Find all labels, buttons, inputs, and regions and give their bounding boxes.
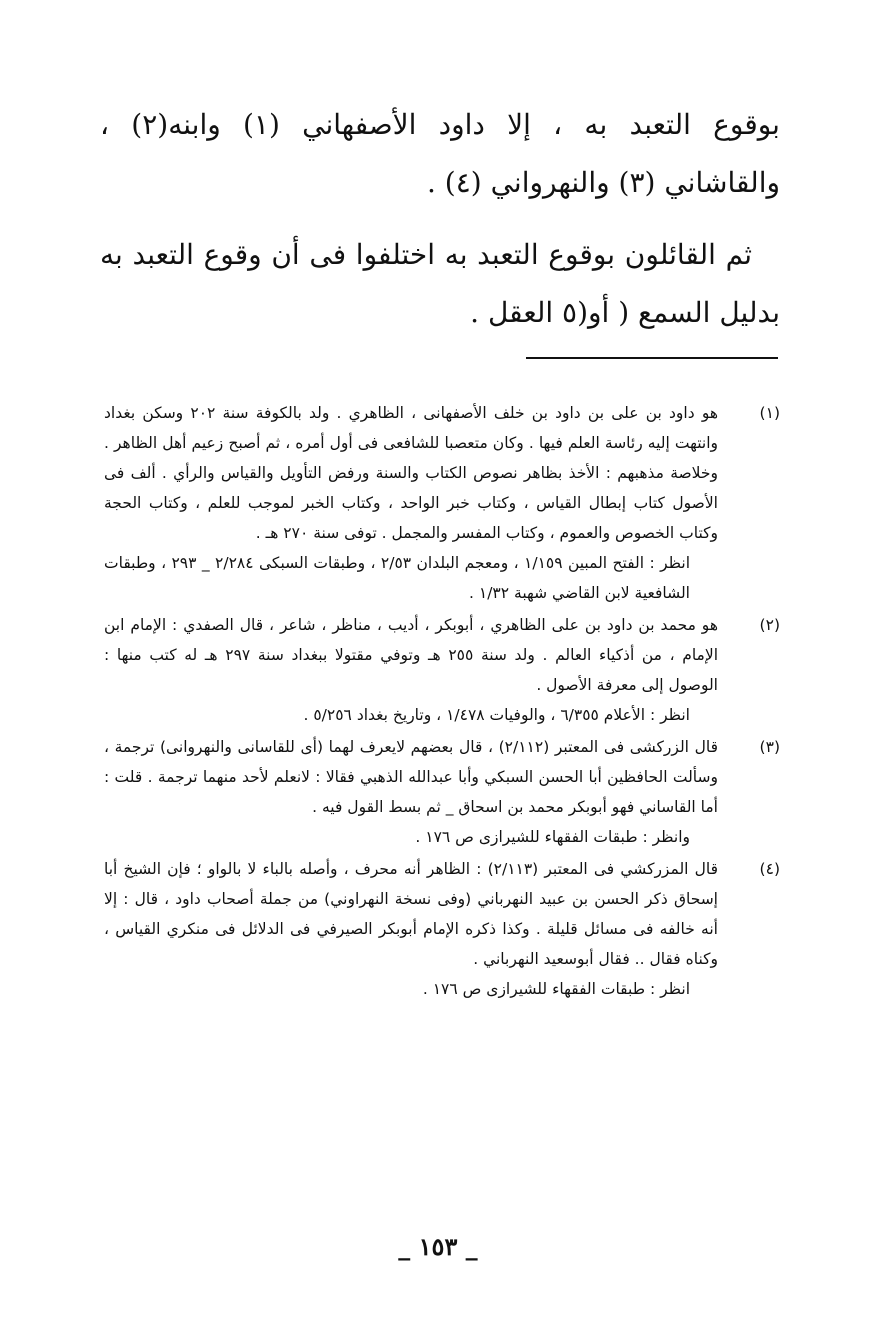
- footnote-body: [104, 854, 718, 1004]
- footnote-body: [104, 610, 718, 730]
- body-paragraph-2: ثم القائلون بوقوع التعبد به اختلفوا فى أن وقوع التعبد به بدليل السمع ( أو(٥ العقل .: [100, 238, 780, 329]
- footnote: [104, 398, 780, 608]
- footnotes: [104, 398, 780, 1006]
- body-paragraph-1: بوقوع التعبد به ، إلا داود الأصفهاني (١) وابنه(٢) ، والقاشاني (٣) والنهرواني (٤) .: [100, 108, 780, 199]
- footnote-text: قال الزركشى فى المعتبر (٢/١١٢) ، قال بعضهم لايعرف لهما (أى للقاسانى والنهروانى) ترجمة ، وسألت الحافظين أبا الحسن السبكي وأبا عبدالله الذهبي فقالا : لانعلم لأحد منهما ترجمة . قلت : أما القاساني فهو أبوبكر محمد بن اسحاق _ ثم بسط القول فيه .: [104, 738, 718, 816]
- footnote-text: قال المزركشي فى المعتبر (٢/١١٣) : الظاهر أنه محرف ، وأصله بالباء لا بالواو ؛ فإن الشيخ أبا إسحاق ذكر الحسن بن عبيد النهرباني (وفى نسخة النهراوني) من جملة أصحاب داود ، قال : إلا أنه خالفه فى مسائل قليلة . وكذا ذكره الإمام أبوبكر الصيرفي فى الدلائل فى منكري القياس ، وكناه فقال .. فقال أبوسعيد النهرباني .: [104, 860, 719, 968]
- footnote-text: هو داود بن على بن داود بن خلف الأصفهانى ، الظاهري . ولد بالكوفة سنة ٢٠٢ وسكن بغداد وانتهت إليه رئاسة العلم فيها . وكان متعصبا للشافعى فى أول أمره ، ثم أصبح زعيم أهل الظاهر . وخلاصة مذهبهم : الأخذ بظاهر نصوص الكتاب والسنة ورفض التأويل والقياس والرأي . ألف فى الأصول كتاب إبطال القياس ، وكتاب خبر الواحد ، وكتاب الخبر لموجب للعلم ، وكتاب الحجة وكتاب الخصوص والعموم ، وكتاب المفسر والمجمل . توفى سنة ٢٧٠ هـ .: [104, 404, 718, 542]
- footnote-reference: انظر : الفتح المبين ١/١٥٩ ، ومعجم البلدان ٢/٥٣ ، وطبقات السبكى ٢/٢٨٤ _ ٢٩٣ ، وطبقات الشافعية لابن القاضي شهبة ١/٣٢ .: [104, 554, 690, 602]
- footnote-number: (٢): [759, 616, 780, 634]
- main-text: [100, 96, 780, 356]
- footnote-text: هو محمد بن داود بن على الظاهري ، أبوبكر ، أديب ، مناظر ، شاعر ، قال الصفدي : الإمام ابن الإمام ، من أذكياء العالم . ولد سنة ٢٥٥ هـ وتوفي مقتولا ببغداد سنة ٢٩٧ هـ له كتب منها : الوصول إلى معرفة الأصول .: [104, 616, 719, 694]
- footnote-number: (٤): [759, 860, 780, 878]
- footnote-separator: [526, 357, 778, 359]
- footnote-number: (٣): [759, 738, 780, 756]
- footnote-body: [104, 398, 718, 608]
- footnote-reference: وانظر : طبقات الفقهاء للشيرازى ص ١٧٦ .: [415, 828, 690, 846]
- footnote-number: (١): [759, 404, 780, 422]
- footnote-reference: انظر : الأعلام ٦/٣٥٥ ، والوفيات ١/٤٧٨ ، وتاريخ بغداد ٥/٢٥٦ .: [303, 706, 690, 724]
- footnote: [104, 854, 780, 1004]
- footnote: [104, 732, 780, 852]
- footnote-reference: انظر : طبقات الفقهاء للشيرازى ص ١٧٦ .: [422, 980, 690, 998]
- footnote-body: [104, 732, 718, 852]
- footnote: [104, 610, 780, 730]
- page-number: _ ١٥٣ _: [398, 1232, 478, 1261]
